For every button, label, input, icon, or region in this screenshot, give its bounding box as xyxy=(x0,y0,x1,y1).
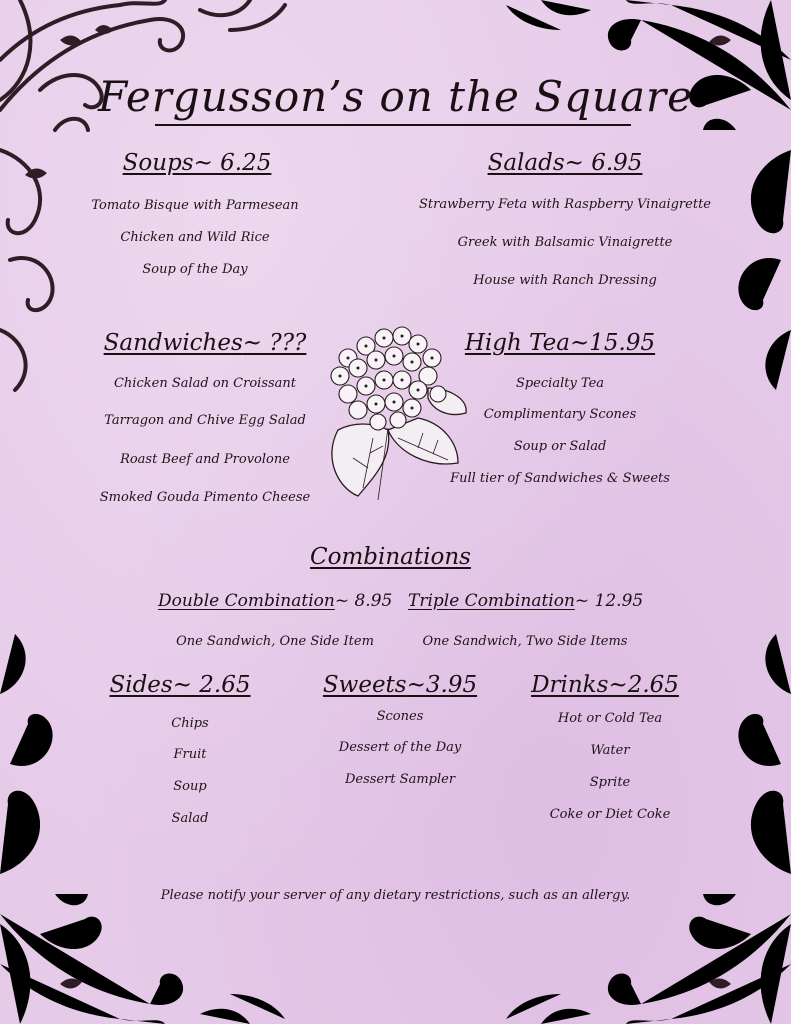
sandwiches-heading xyxy=(70,330,340,356)
salads-item: Strawberry Feta with Raspberry Vinaigrette xyxy=(419,197,711,212)
soups-heading xyxy=(0,150,394,176)
dietary-note: Please notify your server of any dietary restrictions, such as an allergy. xyxy=(160,888,631,903)
high-tea-heading xyxy=(430,330,690,356)
sweets-item: Scones xyxy=(376,709,424,724)
sides-price: ~ 2.65 xyxy=(172,672,251,698)
high-tea-price: ~15.95 xyxy=(570,330,656,356)
sweets-item: Dessert of the Day xyxy=(338,740,462,755)
high-tea-item: Full tier of Sandwiches & Sweets xyxy=(450,471,670,486)
triple-combination-desc: One Sandwich, Two Side Items xyxy=(422,634,628,649)
sandwiches-item: Chicken Salad on Croissant xyxy=(113,376,297,391)
sandwiches-item: Tarragon and Chive Egg Salad xyxy=(104,413,306,428)
sweets-heading-label: Sweets xyxy=(322,672,407,698)
double-combination-name: Double Combination xyxy=(158,591,335,611)
high-tea-item: Specialty Tea xyxy=(515,376,605,391)
sandwiches-item: Smoked Gouda Pimento Cheese xyxy=(99,490,311,505)
salads-heading-label: Salads xyxy=(487,150,565,176)
drinks-heading-label: Drinks xyxy=(531,672,609,698)
drinks-item: Coke or Diet Coke xyxy=(549,807,671,822)
salads-heading xyxy=(395,150,735,176)
sides-item: Salad xyxy=(171,811,209,826)
drinks-item: Hot or Cold Tea xyxy=(557,711,663,726)
salads-item: House with Ranch Dressing xyxy=(473,273,657,288)
soups-price: ~ 6.25 xyxy=(193,150,272,176)
high-tea-heading-label: High Tea xyxy=(464,330,570,356)
sides-item: Chips xyxy=(171,716,209,731)
high-tea-item: Soup or Salad xyxy=(513,439,607,454)
soups-item: Chicken and Wild Rice xyxy=(120,230,270,245)
drinks-heading xyxy=(505,672,705,698)
double-combination-desc: One Sandwich, One Side Item xyxy=(176,634,374,649)
sandwiches-price: ~ ??? xyxy=(242,330,307,356)
sweets-item: Dessert Sampler xyxy=(344,772,456,787)
salads-price: ~ 6.95 xyxy=(564,150,643,176)
salads-item: Greek with Balsamic Vinaigrette xyxy=(457,235,673,250)
soups-item: Tomato Bisque with Parmesean xyxy=(91,198,299,213)
sweets-price: ~3.95 xyxy=(406,672,478,698)
sides-heading-label: Sides xyxy=(109,672,173,698)
sides-item: Soup xyxy=(173,779,207,794)
drinks-item: Water xyxy=(590,743,630,758)
combinations-heading: Combinations xyxy=(310,544,471,570)
triple-combination-price: ~ 12.95 xyxy=(574,591,644,611)
sweets-heading xyxy=(300,672,500,698)
restaurant-title: Fergusson’s on the Square xyxy=(98,72,693,121)
drinks-price: ~2.65 xyxy=(608,672,679,698)
sandwiches-item: Roast Beef and Provolone xyxy=(120,452,290,467)
drinks-item: Sprite xyxy=(589,775,631,790)
double-combination xyxy=(158,591,392,611)
soups-item: Soup of the Day xyxy=(142,262,248,277)
title-underline xyxy=(155,124,631,126)
sandwiches-heading-label: Sandwiches xyxy=(103,330,243,356)
double-combination-price: ~ 8.95 xyxy=(334,591,393,611)
soups-heading-label: Soups xyxy=(122,150,194,176)
high-tea-item: Complimentary Scones xyxy=(483,407,637,422)
triple-combination-name: Triple Combination xyxy=(408,591,575,611)
sides-item: Fruit xyxy=(173,747,207,762)
sides-heading xyxy=(90,672,270,698)
triple-combination xyxy=(408,591,643,611)
